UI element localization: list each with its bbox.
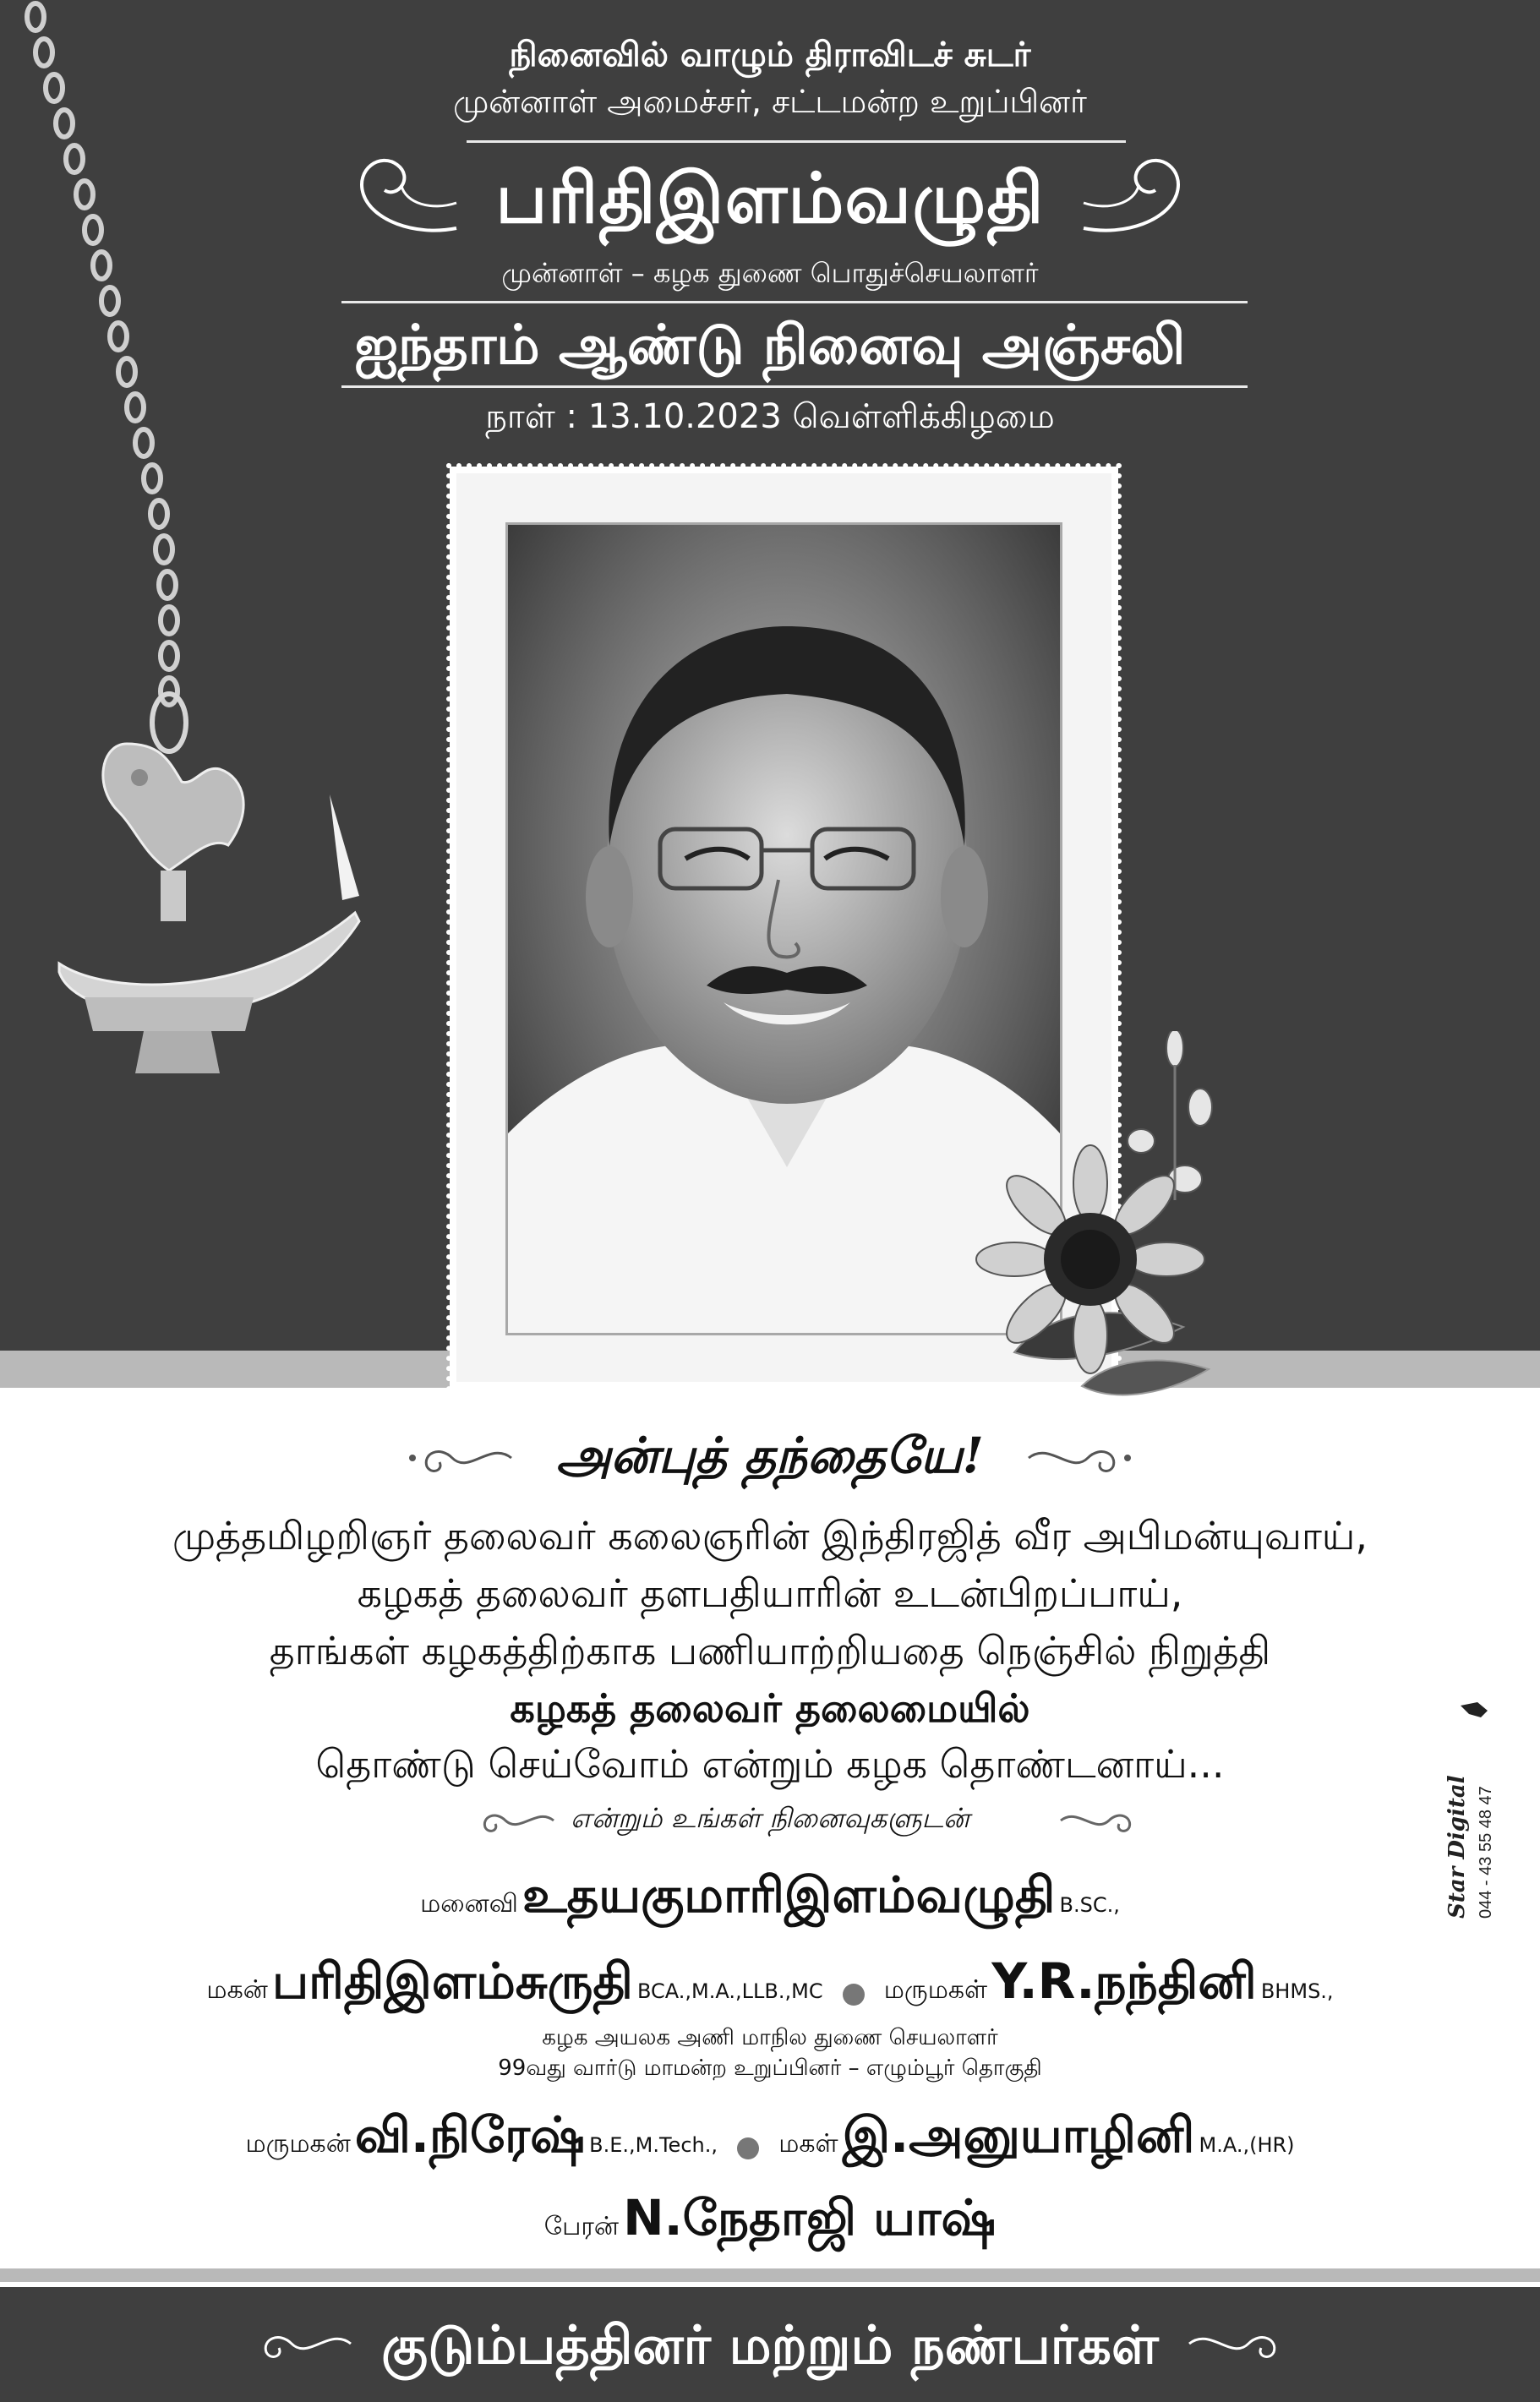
swirl-ornament-memory-right — [1057, 1802, 1150, 1839]
header-line-1: நினைவில் வாழும் திராவிடச் சுடர் — [509, 35, 1031, 74]
studio-phone: 044 - 43 55 48 47 — [1477, 1786, 1495, 1919]
message-line-2: கழகத் தலைவர் தளபதியாரின் உடன்பிறப்பாய், — [357, 1570, 1183, 1616]
header-line-4: முன்னாள் – கழக துணை பொதுச்செயலாளர் — [501, 257, 1039, 289]
message-heading: அன்புத் தந்தையே! — [556, 1427, 984, 1484]
header-line-2: முன்னாள் அமைச்சர், சட்டமன்ற உறுப்பினர் — [453, 83, 1087, 120]
swirl-ornament-footer-right — [1185, 2323, 1295, 2365]
message-line-3: தாங்கள் கழகத்திற்காக பணியாற்றியதை நெஞ்சில் நிறுத்தி — [269, 1628, 1271, 1673]
family-grandson-line — [0, 2189, 1540, 2253]
message-line-4: கழகத் தலைவர் தலைமையில் — [510, 1685, 1030, 1731]
studio-name: Star Digital — [1444, 1775, 1470, 1919]
grandson-name: N.நேதாஜி யாஷ் — [623, 2189, 997, 2246]
son-in-law-relation: மருமகன் — [245, 2129, 351, 2159]
wife-name: உதயகுமாரிஇளம்வழுதி — [522, 1866, 1056, 1924]
grandson-relation: பேரன் — [543, 2212, 619, 2241]
daughter-name: இ.அனுயாழினி — [842, 2106, 1195, 2164]
son-in-law-qualification: B.E.,M.Tech., — [589, 2133, 718, 2157]
son-note-1: கழக அயலக அணி மாநில துணை செயலாளர் — [542, 2025, 998, 2050]
sunflower-decoration — [964, 1031, 1285, 1420]
footer-band — [0, 2268, 1540, 2282]
anniversary-title: ஐந்தாம் ஆண்டு நினைவு அஞ்சலி — [354, 314, 1186, 377]
message-line-5: தொண்டு செய்வோம் என்றும் கழக தொண்டனாய்... — [315, 1741, 1225, 1787]
rule-mid-top — [341, 301, 1248, 303]
family-son-line — [0, 1952, 1540, 2017]
daughter-in-law-name: Y.R.நந்தினி — [991, 1952, 1257, 2010]
family-wife-line — [0, 1866, 1540, 1930]
daughter-in-law-qualification: BHMS., — [1260, 1979, 1334, 2003]
wife-qualification: B.SC., — [1059, 1893, 1120, 1917]
memory-line: என்றும் உங்கள் நினைவுகளுடன் — [571, 1802, 969, 1834]
swirl-ornament-message-right — [1024, 1437, 1134, 1479]
daughter-in-law-relation: மருமகள் — [883, 1975, 988, 2005]
footer-text: குடும்பத்தினர் மற்றும் நண்பர்கள் — [381, 2314, 1159, 2376]
son-note-2: 99வது வார்டு மாமன்ற உறுப்பினர் – எழும்பூர் தொகுதி — [498, 2055, 1042, 2081]
son-name: பரிதிஇளம்சுருதி — [271, 1952, 633, 2010]
message-line-1: முத்தமிழறிஞர் தலைவர் கலைஞரின் இந்திரஜித் வீர அபிமன்யுவாய், — [172, 1513, 1368, 1559]
separator-dot — [843, 1984, 865, 2006]
daughter-relation: மகள் — [778, 2129, 838, 2159]
rule-mid-bottom — [341, 385, 1248, 388]
son-relation: மகன் — [206, 1975, 268, 2005]
separator-dot — [737, 2137, 759, 2159]
wife-relation: மனைவி — [420, 1889, 518, 1919]
family-daughter-line — [0, 2106, 1540, 2170]
rule-top — [467, 140, 1126, 143]
son-qualification: BCA.,M.A.,LLB.,MC — [637, 1979, 823, 2003]
son-in-law-name: வி.நிரேஷ் — [354, 2106, 586, 2164]
deceased-name: பரிதிஇளம்வழுதி — [495, 159, 1045, 239]
studio-credit — [1444, 1699, 1503, 1919]
daughter-qualification: M.A.,(HR) — [1199, 2133, 1295, 2157]
memorial-date: நாள் : 13.10.2023 வெள்ளிக்கிழமை — [485, 397, 1055, 436]
